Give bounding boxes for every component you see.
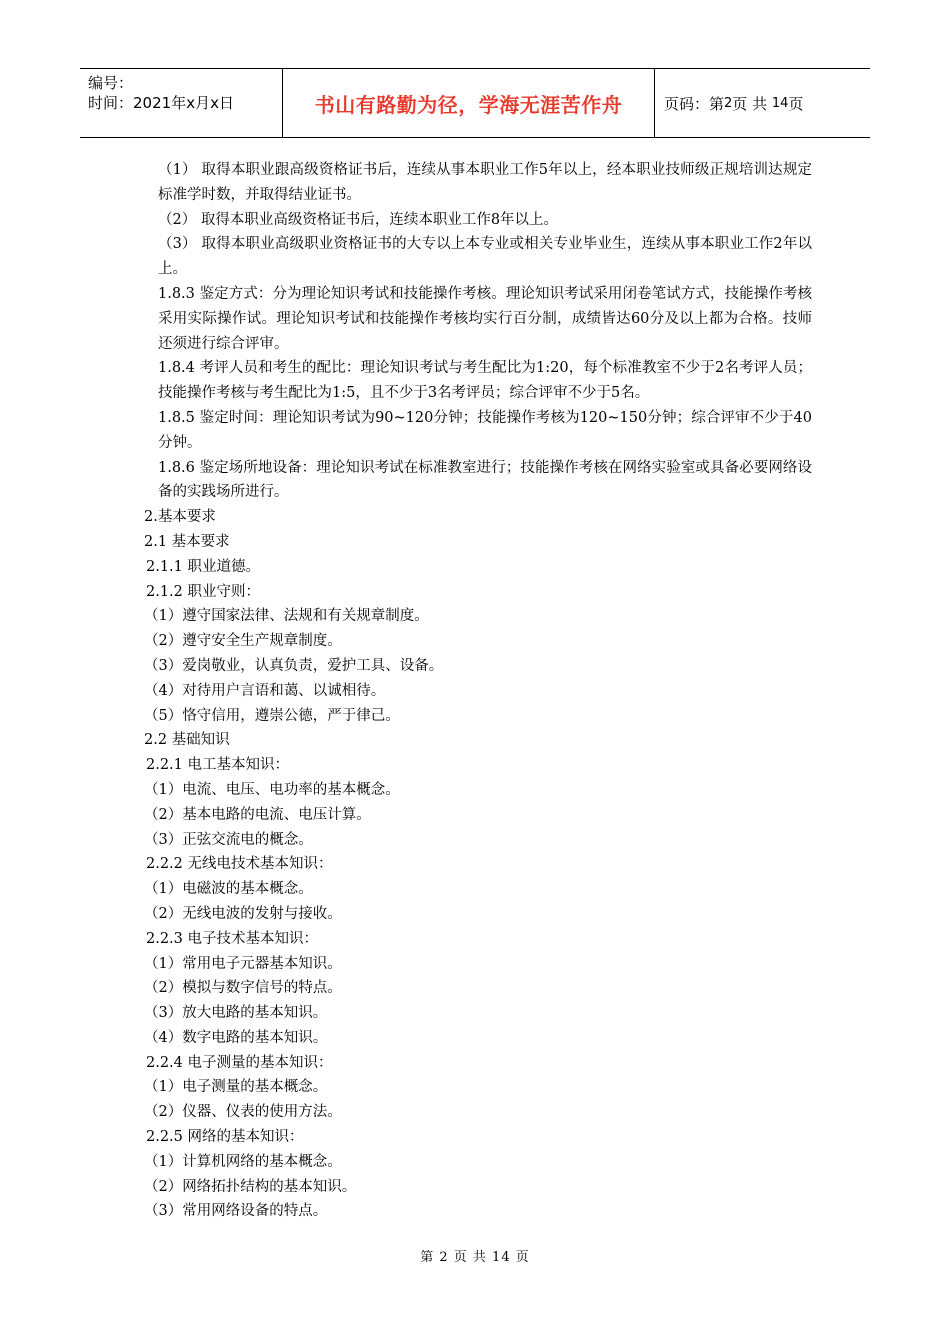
list-item: （2）模拟与数字信号的特点。 [144,980,342,997]
list-item: （3）正弦交流电的概念。 [144,831,313,848]
document-body [144,158,812,1224]
subsection-heading: 2.2.3 电子技术基本知识： [146,930,319,947]
subsection-heading: 2.2.5 网络的基本知识： [146,1129,304,1146]
paragraph: 1.8.3 鉴定方式：分为理论知识考试和技能操作考核。理论知识考试采用闭卷笔试方式，技能操作考核采用实际操作试。理论知识考试和技能操作考核均实行百分制，成绩皆达60分及以上都为合格。技师还须进行综合评审。 [158,285,812,352]
page-total: 14 [771,95,789,111]
subsection-heading: 2.1.1 职业道德。 [146,558,261,575]
paragraph: （2） 取得本职业高级资格证书后，连续本职业工作8年以上。 [158,211,559,228]
time-line [88,93,282,113]
subsection-heading: 2.2.1 电工基本知识： [146,757,290,774]
list-item: （2）遵守安全生产规章制度。 [144,633,342,650]
section-heading: 2.基本要求 [144,509,216,526]
paragraph: （3） 取得本职业高级职业资格证书的大专以上本专业或相关专业毕业生，连续从事本职业工作2年以上。 [158,236,812,278]
list-item: （2）仪器、仪表的使用方法。 [144,1104,342,1121]
code-label: 编号： [88,74,134,92]
paragraph: 1.8.6 鉴定场所地设备：理论知识考试在标准教室进行；技能操作考核在网络实验室或具备必要网络设备的实践场所进行。 [158,459,812,501]
list-item: （1）电子测量的基本概念。 [144,1079,328,1096]
list-item: （3）常用网络设备的特点。 [144,1203,328,1220]
section-heading: 2.1 基本要求 [144,533,230,550]
page-label: 页码：第 [664,94,725,113]
header-page-info [655,69,870,137]
list-item: （2）无线电波的发射与接收。 [144,905,342,922]
list-item: （1）计算机网络的基本概念。 [144,1153,342,1170]
header-motto: 书山有路勤为径，学海无涯苦作舟 [283,69,655,137]
paragraph: 1.8.5 鉴定时间：理论知识考试为90~120分钟；技能操作考核为120~150分钟；综合评审不少于40分钟。 [158,409,812,451]
list-item: （3）放大电路的基本知识。 [144,1005,328,1022]
list-item: （5）恪守信用，遵崇公德，严于律己。 [144,707,400,724]
subsection-heading: 2.1.2 职业守则： [146,583,261,600]
subsection-heading: 2.2.4 电子测量的基本知识： [146,1054,333,1071]
time-label: 时间： [88,94,134,112]
list-item: （1）电流、电压、电功率的基本概念。 [144,781,400,798]
page-footer: 第 2 页 共 14 页 [420,1250,530,1265]
subsection-heading: 2.2.2 无线电技术基本知识： [146,856,333,873]
page-end: 页 [788,94,804,113]
list-item: （4）对待用户言语和蔼、以诚相待。 [144,682,386,699]
list-item: （2）基本电路的电流、电压计算。 [144,806,371,823]
page-num: 2 [724,95,733,111]
list-item: （4）数字电路的基本知识。 [144,1029,328,1046]
time-value: 2021年x月x日 [133,94,234,112]
list-item: （1）常用电子元器基本知识。 [144,955,342,972]
list-item: （1）电磁波的基本概念。 [144,881,313,898]
page-mid: 页 共 [732,94,768,113]
header-info [80,69,283,137]
list-item: （2）网络拓扑结构的基本知识。 [144,1178,357,1195]
page-header [80,68,870,138]
list-item: （1）遵守国家法律、法规和有关规章制度。 [144,608,429,625]
paragraph: （1） 取得本职业跟高级资格证书后，连续从事本职业工作5年以上，经本职业技师级正规培训达规定标准学时数，并取得结业证书。 [158,162,812,203]
section-heading: 2.2 基础知识 [144,732,230,749]
paragraph: 1.8.4 考评人员和考生的配比：理论知识考试与考生配比为1:20，每个标准教室不少于2名考评人员；技能操作考核与考生配比为1:5，且不少于3名考评员；综合评审不少于5名。 [158,360,812,402]
list-item: （3）爱岗敬业，认真负责，爱护工具、设备。 [144,657,444,674]
